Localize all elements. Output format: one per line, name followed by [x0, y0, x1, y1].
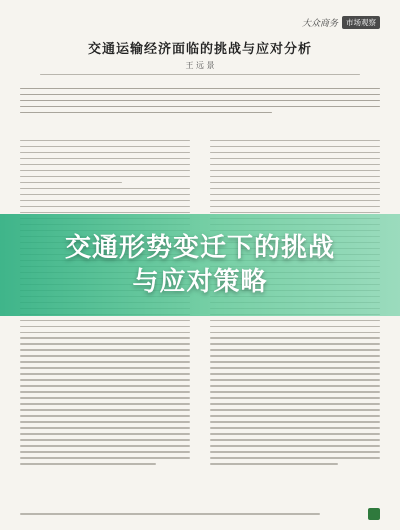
article-title: 交通运输经济面临的挑战与应对分析 [87, 42, 312, 57]
footnote-line [20, 513, 320, 514]
author-affiliation-line [40, 74, 360, 80]
page-number-badge [368, 508, 380, 520]
journal-section-tag: 市场观察 [342, 16, 380, 29]
journal-masthead [302, 16, 380, 29]
article-author: 王 远 景 [185, 61, 215, 70]
headline-banner [0, 214, 400, 316]
page-footer [20, 508, 380, 520]
banner-headline-line-1: 交通形势变迁下的挑战 [64, 233, 335, 263]
abstract-block [20, 88, 380, 118]
banner-headline-line-2: 与应对策略 [132, 267, 268, 297]
journal-brand: 大众商务 [301, 19, 338, 29]
